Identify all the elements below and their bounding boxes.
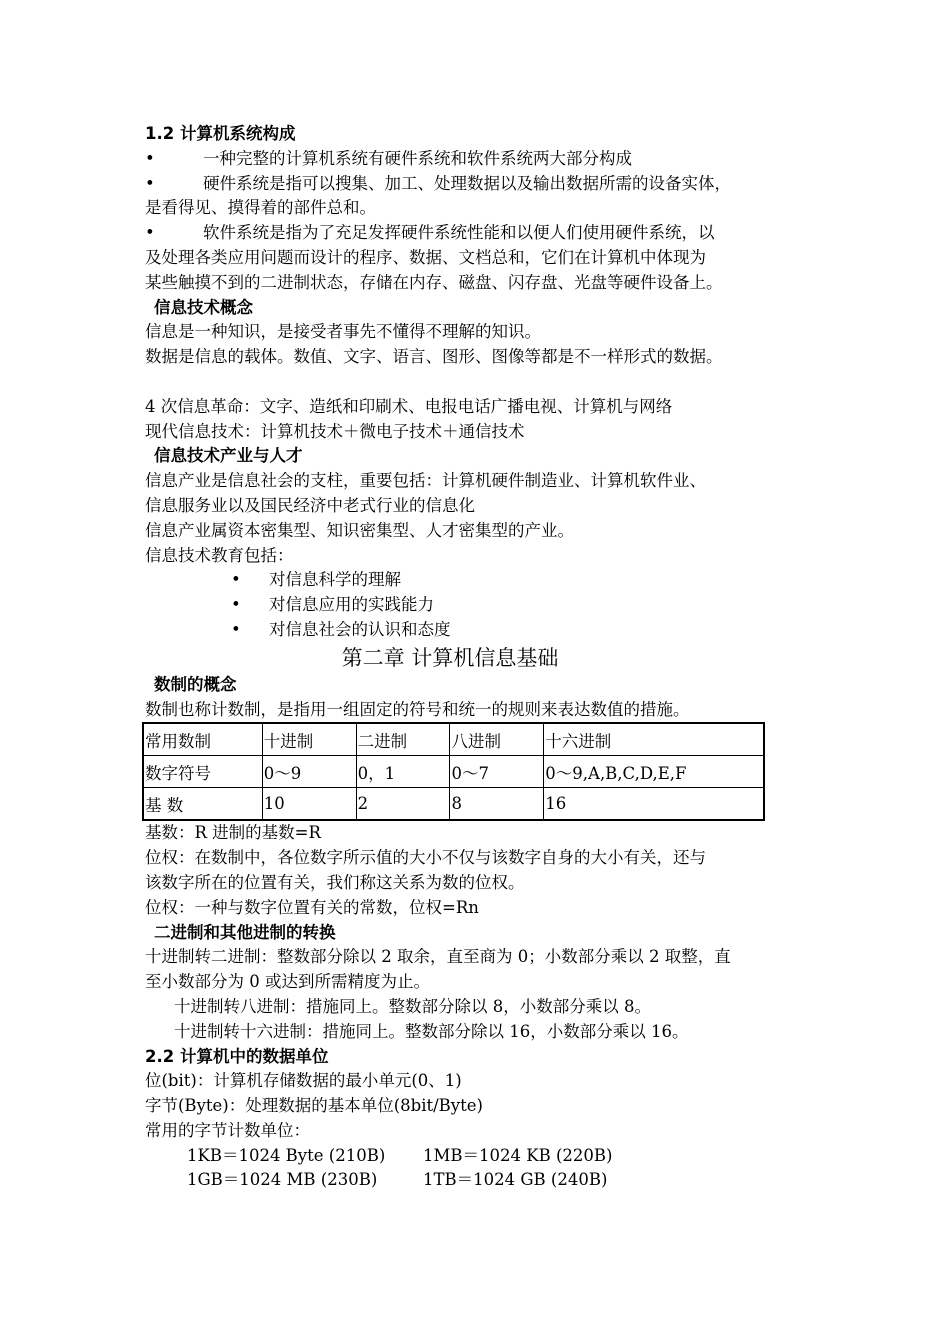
bullet-item: • 一种完整的计算机系统有硬件系统和软件系统两大部分构成 xyxy=(145,147,835,172)
paragraph-line: 该数字所在的位置有关，我们称这关系为数的位权。 xyxy=(145,872,525,892)
bullet-item: • 对信息社会的认识和态度 xyxy=(145,618,835,643)
paragraph-line: 字节(Byte)：处理数据的基本单位(8bit/Byte) xyxy=(145,1096,483,1116)
paragraph-line: 至小数部分为 0 或达到所需精度为止。 xyxy=(145,972,430,992)
table-cell: 2 xyxy=(356,788,450,821)
table-cell: 16 xyxy=(544,788,764,821)
bullet-icon: • xyxy=(145,223,155,243)
unit-row: 1GB＝1024 MB (230B) 1TB＝1024 GB (240B) xyxy=(187,1170,608,1190)
table-cell: 8 xyxy=(450,788,544,821)
bullet-icon: • xyxy=(231,619,241,639)
paragraph-line: 4 次信息革命：文字、造纸和印刷术、电报电话广播电视、计算机与网络 xyxy=(145,396,673,416)
table-row xyxy=(143,723,764,756)
table-cell: 0，1 xyxy=(356,756,450,788)
paragraph-line: 数制也称计数制，是指用一组固定的符号和统一的规则来表达数值的措施。 xyxy=(145,699,690,719)
bullet-icon: • xyxy=(231,595,241,615)
table-cell: 十进制 xyxy=(262,723,356,756)
paragraph-line: 十进制转八进制：措施同上。整数部分除以 8，小数部分乘以 8。 xyxy=(174,996,651,1016)
table-cell: 常用数制 xyxy=(143,723,262,756)
paragraph-line: 信息产业是信息社会的支柱，重要包括：计算机硬件制造业、计算机软件业、 xyxy=(145,471,706,491)
bullet-icon: • xyxy=(145,148,155,168)
bullet-icon: • xyxy=(231,570,241,590)
subsection-title: 数制的概念 xyxy=(154,674,237,694)
table-cell: 数字符号 xyxy=(143,756,262,788)
paragraph-line: 基数：R 进制的基数=R xyxy=(145,823,321,843)
subsection-title: 信息技术产业与人才 xyxy=(154,446,303,466)
paragraph-line: 常用的字节计数单位： xyxy=(145,1120,310,1140)
paragraph-line: 信息技术教育包括： xyxy=(145,545,294,565)
unit-row: 1KB＝1024 Byte (210B) 1MB＝1024 KB (220B) xyxy=(187,1145,613,1165)
paragraph-line: 信息产业属资本密集型、知识密集型、人才密集型的产业。 xyxy=(145,520,574,540)
table-row xyxy=(143,756,764,788)
subsection-title: 信息技术概念 xyxy=(154,297,253,317)
table-cell: 10 xyxy=(262,788,356,821)
bullet-item: • 对信息应用的实践能力 xyxy=(145,593,835,618)
bullet-icon: • xyxy=(145,173,155,193)
table-cell: 0～7 xyxy=(450,756,544,788)
table-cell: 十六进制 xyxy=(544,723,764,756)
table-cell: 0～9 xyxy=(262,756,356,788)
bullet-item: • 软件系统是指为了充足发挥硬件系统性能和以便人们使用硬件系统，以 xyxy=(145,221,835,246)
table-cell: 0～9,A,B,C,D,E,F xyxy=(544,756,764,788)
paragraph-line: 信息是一种知识，是接受者事先不懂得不理解的知识。 xyxy=(145,322,541,342)
paragraph-line: 是看得见、摸得着的部件总和。 xyxy=(145,198,376,218)
paragraph-line: 位权：一种与数字位置有关的常数，位权=Rn xyxy=(145,897,479,917)
paragraph-line: 位(bit)：计算机存储数据的最小单元(0、1) xyxy=(145,1071,462,1091)
paragraph-line: 位权：在数制中，各位数字所示值的大小不仅与该数字自身的大小有关，还与 xyxy=(145,848,706,868)
bullet-item: • 对信息科学的理解 xyxy=(145,568,835,593)
table-cell: 八进制 xyxy=(450,723,544,756)
subsection-title: 二进制和其他进制的转换 xyxy=(154,922,336,942)
paragraph-line: 十进制转二进制：整数部分除以 2 取余，直至商为 0；小数部分乘以 2 取整，直 xyxy=(145,947,731,967)
paragraph-line: 十进制转十六进制：措施同上。整数部分除以 16，小数部分乘以 16。 xyxy=(174,1021,689,1041)
section-title: 2.2 计算机中的数据单位 xyxy=(145,1046,329,1066)
numbering-table xyxy=(142,722,765,821)
paragraph-line: 现代信息技术：计算机技术＋微电子技术＋通信技术 xyxy=(145,421,525,441)
paragraph-line: 数据是信息的载体。数值、文字、语言、图形、图像等都是不一样形式的数据。 xyxy=(145,347,723,367)
chapter-title: 第二章 计算机信息基础 xyxy=(341,645,559,670)
document-page xyxy=(145,122,835,1193)
table-cell: 基 数 xyxy=(143,788,262,821)
paragraph-line: 某些触摸不到的二进制状态，存储在内存、磁盘、闪存盘、光盘等硬件设备上。 xyxy=(145,272,723,292)
bullet-item: • 硬件系统是指可以搜集、加工、处理数据以及输出数据所需的设备实体， xyxy=(145,172,835,197)
paragraph-line: 信息服务业以及国民经济中老式行业的信息化 xyxy=(145,495,475,515)
paragraph-line: 及处理各类应用问题而设计的程序、数据、文档总和，它们在计算机中体现为 xyxy=(145,247,706,267)
table-cell: 二进制 xyxy=(356,723,450,756)
table-row xyxy=(143,788,764,821)
section-title: 1.2 计算机系统构成 xyxy=(145,124,296,143)
